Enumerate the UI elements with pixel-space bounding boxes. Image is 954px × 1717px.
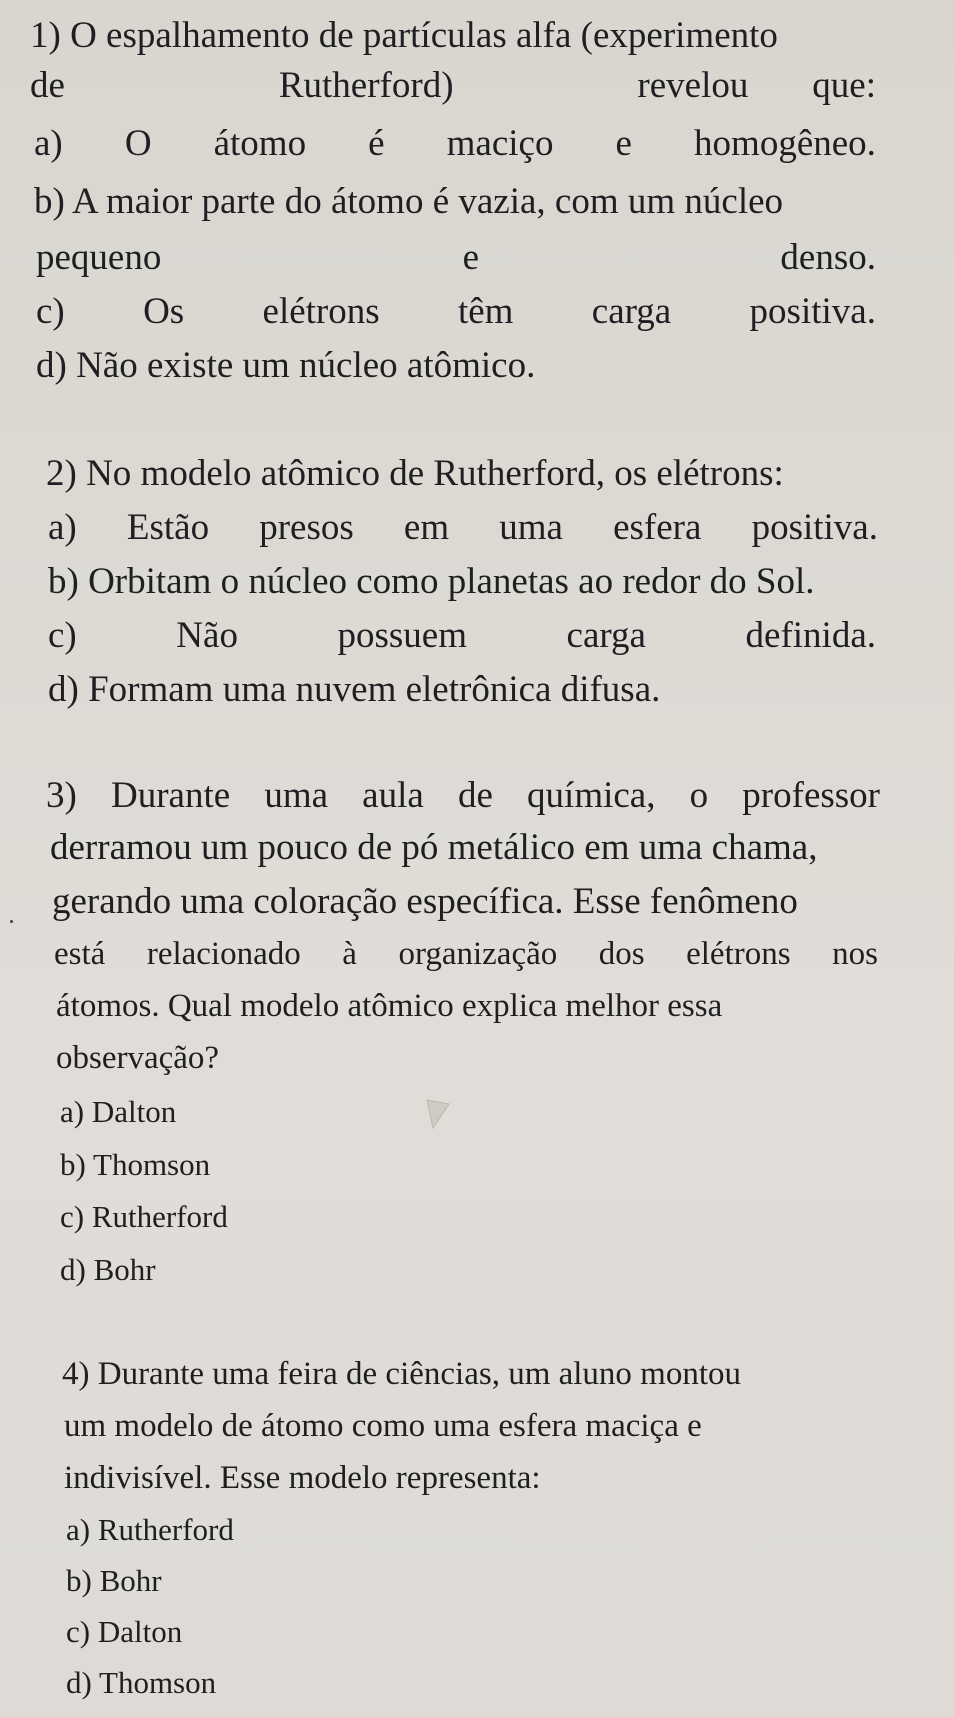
q3-line-4 — [54, 932, 878, 976]
q1-option-d: d) Não existe um núcleo atômico. — [36, 345, 536, 386]
q4-line-3: indivisível. Esse modelo representa: — [64, 1460, 541, 1496]
word: química, — [527, 775, 656, 816]
q2-option-c — [48, 614, 876, 658]
word: átomo — [213, 123, 307, 164]
q2-option-d: d) Formam uma nuvem eletrônica difusa. — [48, 669, 661, 710]
word: relacionado — [146, 936, 301, 972]
word: em — [403, 507, 450, 548]
q1-option-b-line-2 — [36, 236, 876, 280]
word: O — [124, 123, 152, 164]
q3-line-6: observação? — [56, 1040, 220, 1076]
word: revelou — [637, 65, 749, 106]
q4-option-c: c) Dalton — [66, 1614, 183, 1649]
word: c) — [48, 615, 77, 656]
q1-line-1: 1) O espalhamento de partículas alfa (experimento — [30, 15, 778, 56]
q4-option-b: b) Bohr — [66, 1563, 162, 1598]
word: Durante — [110, 775, 231, 816]
word: nos — [832, 936, 878, 972]
word: e — [615, 123, 632, 164]
q1-option-a — [34, 122, 876, 166]
word: positiva. — [749, 291, 876, 332]
word: Não — [176, 615, 238, 656]
q4-line-2: um modelo de átomo como uma esfera maciça e — [64, 1408, 702, 1444]
q3-line-3: gerando uma coloração específica. Esse fenômeno — [52, 881, 798, 922]
word: professor — [742, 775, 880, 816]
q3-option-c: c) Rutherford — [60, 1199, 228, 1234]
word: positiva. — [751, 507, 878, 548]
q2-line-1: 2) No modelo atômico de Rutherford, os elétrons: — [46, 453, 784, 494]
q4-option-d: d) Thomson — [66, 1665, 217, 1700]
word: dos — [598, 936, 645, 972]
word: à — [342, 936, 357, 972]
stray-dot — [10, 920, 13, 923]
word: o — [689, 775, 709, 816]
word: elétrons — [262, 291, 380, 332]
q3-option-b: b) Thomson — [60, 1147, 211, 1182]
word: é — [368, 123, 385, 164]
q1-line-2 — [30, 64, 876, 108]
q3-option-a: a) Dalton — [60, 1094, 177, 1129]
word: denso. — [780, 237, 876, 278]
word: c) — [36, 291, 65, 332]
word: Estão — [126, 507, 210, 548]
word: de — [457, 775, 493, 816]
word: a) — [34, 123, 63, 164]
word: presos — [259, 507, 354, 548]
q3-option-d: d) Bohr — [60, 1252, 156, 1287]
q1-option-b-line-1: b) A maior parte do átomo é vazia, com um núcleo — [34, 181, 784, 222]
word: carga — [591, 291, 672, 332]
pencil-mark-icon — [423, 1098, 453, 1132]
q4-line-1: 4) Durante uma feira de ciências, um aluno montou — [62, 1356, 742, 1392]
word: e — [462, 237, 480, 278]
q2-option-b: b) Orbitam o núcleo como planetas ao redor do Sol. — [48, 561, 815, 602]
q2-option-a — [48, 506, 878, 550]
word: elétrons — [686, 936, 791, 972]
word: uma — [499, 507, 563, 548]
word: de — [30, 65, 65, 106]
word: 3) — [46, 775, 77, 816]
q3-line-1 — [46, 774, 880, 818]
word: organização — [398, 936, 558, 972]
q4-option-a: a) Rutherford — [66, 1512, 234, 1547]
word: a) — [48, 507, 77, 548]
word: que: — [812, 65, 876, 106]
q3-line-2: derramou um pouco de pó metálico em uma chama, — [50, 827, 818, 868]
word: homogêneo. — [694, 123, 876, 164]
word: uma — [264, 775, 329, 816]
word: pequeno — [36, 237, 162, 278]
word: Os — [143, 291, 185, 332]
word: definida. — [745, 615, 876, 656]
word: aula — [362, 775, 424, 816]
word: possuem — [337, 615, 467, 656]
word: Rutherford) — [278, 65, 454, 106]
word: está — [54, 936, 106, 972]
word: têm — [457, 291, 514, 332]
word: carga — [566, 615, 646, 656]
word: maciço — [446, 123, 554, 164]
q1-option-c — [36, 290, 876, 334]
q3-line-5: átomos. Qual modelo atômico explica melhor essa — [56, 988, 723, 1024]
word: esfera — [613, 507, 702, 548]
